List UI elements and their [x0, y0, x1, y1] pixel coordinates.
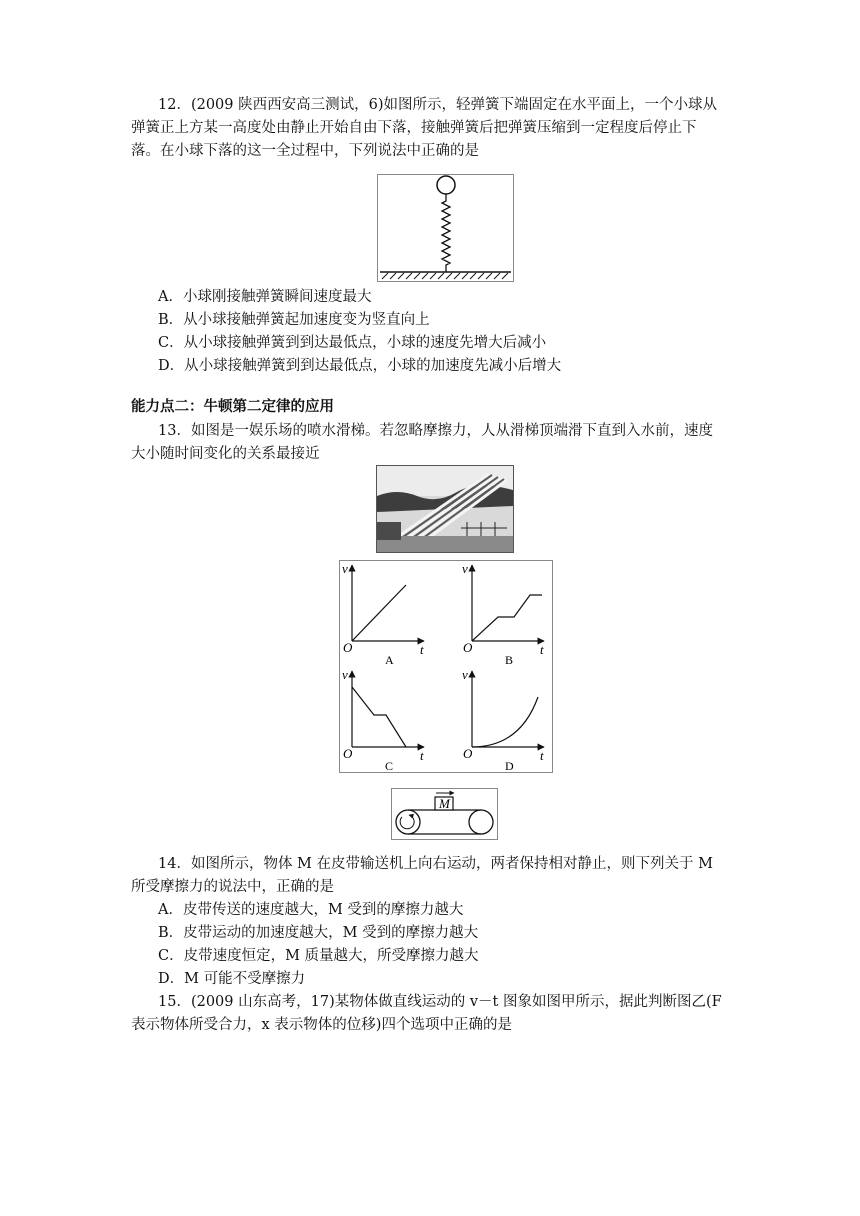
graph-c	[342, 667, 424, 772]
graph-b	[462, 561, 544, 667]
q15-line-2: 表示物体所受合力，x 表示物体的位移)四个选项中正确的是	[131, 1017, 512, 1033]
q14-line-2: 所受摩擦力的说法中，正确的是	[131, 879, 334, 895]
graph-b-v-label: v	[462, 561, 468, 576]
ground-hatch	[382, 273, 508, 279]
vt-graphs-figure	[339, 560, 553, 773]
graph-a-v-label: v	[342, 561, 348, 576]
q14-option-a: A．皮带传送的速度越大，M 受到的摩擦力越大	[158, 902, 464, 918]
graph-d-t-label: t	[540, 748, 544, 763]
spring-ball-figure	[377, 174, 514, 282]
right-pulley	[469, 810, 493, 834]
q12-option-a: A．小球刚接触弹簧瞬间速度最大	[158, 289, 372, 305]
q12-line-3: 落。在小球下落的这一全过程中，下列说法中正确的是	[131, 143, 479, 159]
block-m-label: M	[439, 796, 450, 811]
ball	[437, 176, 455, 194]
graph-b-t-label: t	[540, 642, 544, 657]
spring	[442, 194, 450, 272]
conveyor-figure	[391, 788, 498, 840]
q13-line-2: 大小随时间变化的关系最接近	[131, 446, 320, 462]
q12-line-1: 12．(2009 陕西西安高三测试，6)如图所示，轻弹簧下端固定在水平面上，一个小球从	[158, 97, 717, 113]
left-pulley	[396, 810, 420, 834]
q12-line-2: 弹簧正上方某一高度处由静止开始自由下落，接触弹簧后把弹簧压缩到一定程度后停止下	[131, 120, 697, 136]
graph-b-label: B	[505, 653, 514, 667]
graph-d	[462, 667, 544, 772]
graph-a-label: A	[385, 653, 394, 667]
graph-c-origin: O	[343, 746, 353, 761]
graph-a	[342, 561, 424, 667]
q14-line-1: 14．如图所示，物体 M 在皮带输送机上向右运动，两者保持相对静止，则下列关于 M	[158, 856, 713, 872]
q12-option-b: B．从小球接触弹簧起加速度变为竖直向上	[158, 312, 430, 328]
section-heading: 能力点二：牛顿第二定律的应用	[131, 398, 334, 415]
graph-c-v-label: v	[342, 667, 348, 682]
q13-line-1: 13．如图是一娱乐场的喷水滑梯。若忽略摩擦力，人从滑梯顶端滑下直到入水前，速度	[158, 423, 713, 439]
q12-option-c: C．从小球接触弹簧到到达最低点，小球的速度先增大后减小	[158, 335, 547, 351]
q12-option-d: D．从小球接触弹簧到到达最低点，小球的加速度先减小后增大	[158, 358, 562, 374]
graph-d-origin: O	[463, 746, 473, 761]
graph-c-label: C	[385, 759, 394, 772]
water-slide-photo	[376, 465, 514, 553]
graph-a-t-label: t	[420, 642, 424, 657]
graph-d-label: D	[505, 759, 514, 772]
graph-b-origin: O	[463, 640, 473, 655]
q15-line-1: 15．(2009 山东高考，17)某物体做直线运动的 v－t 图象如图甲所示，据此判断图乙(F	[158, 994, 722, 1010]
q14-option-c: C．皮带速度恒定，M 质量越大，所受摩擦力越大	[158, 948, 479, 964]
graph-d-v-label: v	[462, 667, 468, 682]
q14-option-b: B．皮带运动的加速度越大，M 受到的摩擦力越大	[158, 925, 479, 941]
q14-option-d: D．M 可能不受摩擦力	[158, 971, 306, 987]
graph-a-origin: O	[343, 640, 353, 655]
graph-c-t-label: t	[420, 748, 424, 763]
